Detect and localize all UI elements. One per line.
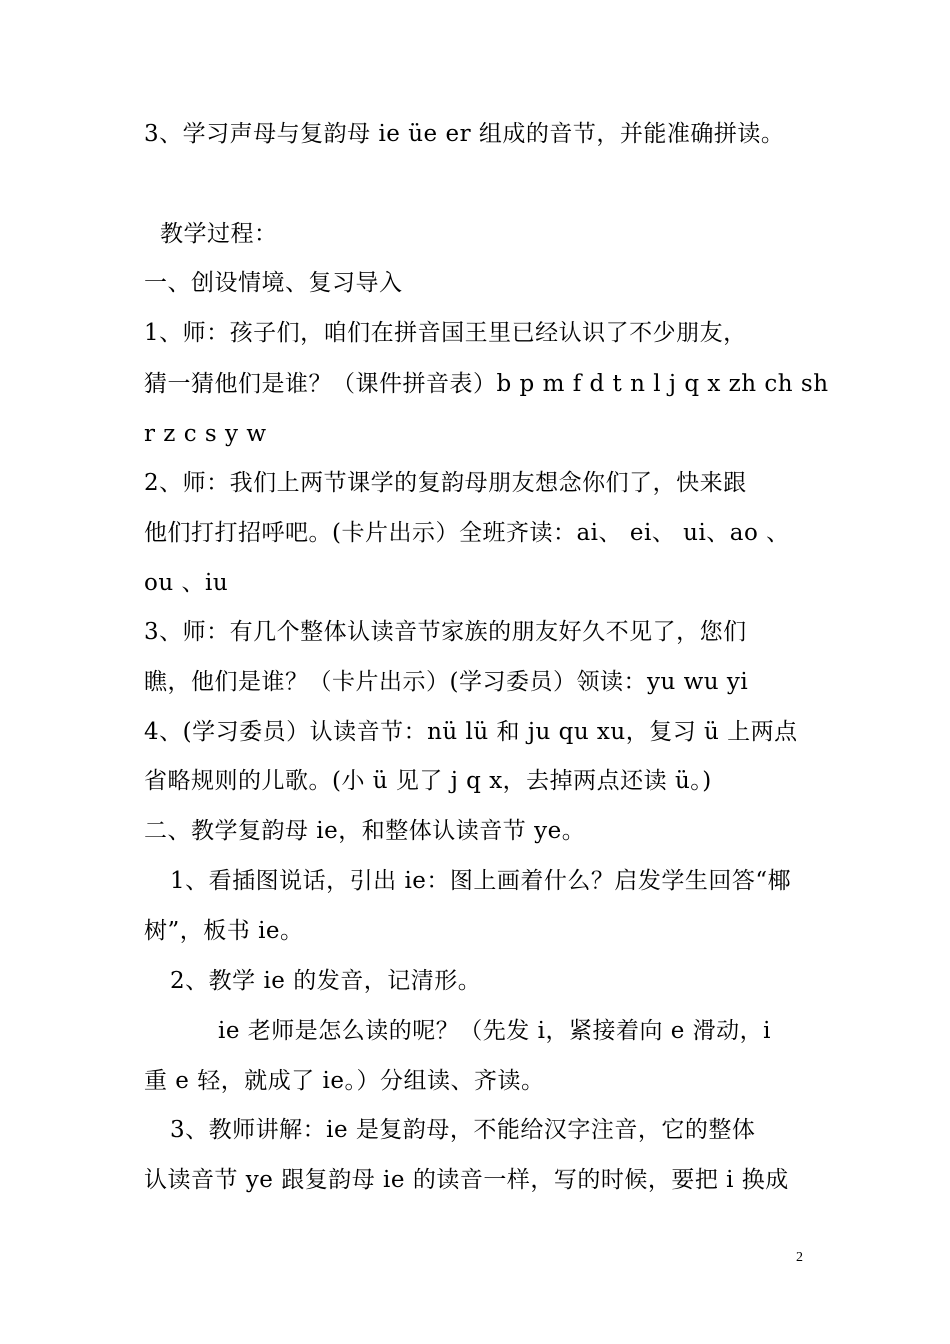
section-heading: 二、教学复韵母 ie，和整体认读音节 ye。: [144, 818, 586, 844]
text-line: 他们打打招呼吧。(卡片出示）全班齐读：ai、 ei、 ui、ao 、: [144, 520, 790, 546]
text-line: 1、看插图说话，引出 ie：图上画着什么？启发学生回答“椰: [170, 868, 792, 894]
text-line: 瞧，他们是谁？（卡片出示）(学习委员）领读：yu wu yi: [144, 669, 749, 695]
section-heading: 一、创设情境、复习导入: [144, 270, 403, 296]
text-line: 重 e 轻，就成了 ie。）分组读、齐读。: [144, 1068, 545, 1094]
text-line: r z c s y w: [144, 421, 267, 447]
text-line: 认读音节 ye 跟复韵母 ie 的读音一样，写的时候，要把 i 换成: [144, 1167, 789, 1193]
text-line: 1、师：孩子们，咱们在拼音国王里已经认识了不少朋友，: [144, 320, 747, 346]
text-line: 3、学习声母与复韵母 ie üe er 组成的音节，并能准确拼读。: [144, 121, 785, 147]
text-line: 3、师：有几个整体认读音节家族的朋友好久不见了，您们: [144, 619, 747, 645]
text-line: 2、师：我们上两节课学的复韵母朋友想念你们了，快来跟: [144, 470, 747, 496]
section-heading: 教学过程：: [160, 221, 278, 247]
text-line: 2、教学 ie 的发音，记清形。: [170, 968, 482, 994]
text-line: 省略规则的儿歌。(小 ü 见了 j q x，去掉两点还读 ü。): [144, 768, 712, 794]
text-line: ie 老师是怎么读的呢？（先发 i，紧接着向 e 滑动，i: [218, 1018, 772, 1044]
text-line: 猜一猜他们是谁？（课件拼音表）b p m f d t n l j q x zh ch sh: [144, 371, 829, 397]
text-line: 4、(学习委员）认读音节：nü lü 和 ju qu xu，复习 ü 上两点: [144, 719, 798, 745]
text-line: ou 、iu: [144, 570, 229, 596]
text-line: 树”，板书 ie。: [144, 918, 304, 944]
text-line: 3、教师讲解：ie 是复韵母，不能给汉字注音，它的整体: [170, 1117, 756, 1143]
page-number: 2: [796, 1250, 803, 1265]
